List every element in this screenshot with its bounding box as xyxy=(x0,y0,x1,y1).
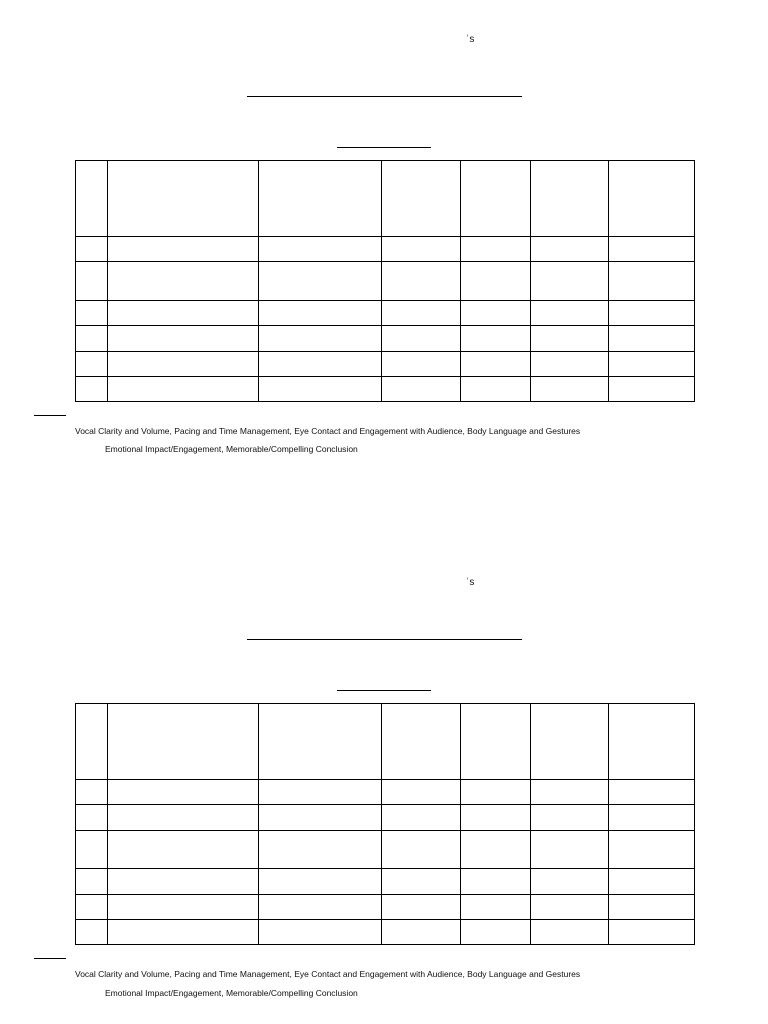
criteria-text-line-2: Emotional Impact/Engagement, Memorable/Compelling Conclusion xyxy=(105,444,358,454)
rubric-table xyxy=(75,160,695,402)
table-row xyxy=(76,895,695,920)
title-underline xyxy=(247,96,522,97)
table-header-row xyxy=(76,704,695,780)
title-underline xyxy=(247,639,522,640)
table-row xyxy=(76,831,695,869)
table-row xyxy=(76,920,695,945)
possessive-mark: ʾs xyxy=(466,577,475,588)
criteria-text-line-2: Emotional Impact/Engagement, Memorable/Compelling Conclusion xyxy=(105,988,358,998)
subtitle-underline xyxy=(337,690,431,691)
table-row xyxy=(76,805,695,831)
table-row xyxy=(76,326,695,352)
table-row xyxy=(76,352,695,377)
table-row xyxy=(76,237,695,262)
table-row xyxy=(76,377,695,402)
table-header-row xyxy=(76,161,695,237)
table-row xyxy=(76,262,695,301)
criteria-text-line-1: Vocal Clarity and Volume, Pacing and Time Management, Eye Contact and Engagement with Audience, Body Language and Gestures xyxy=(75,969,581,979)
note-underline xyxy=(34,958,66,959)
table-row xyxy=(76,869,695,895)
table-row xyxy=(76,301,695,326)
criteria-text-line-1: Vocal Clarity and Volume, Pacing and Time Management, Eye Contact and Engagement with Audience, Body Language and Gestures xyxy=(75,426,581,436)
table-row xyxy=(76,780,695,805)
rubric-table xyxy=(75,703,695,945)
possessive-mark: ʾs xyxy=(466,34,475,45)
note-underline xyxy=(34,415,66,416)
subtitle-underline xyxy=(337,147,431,148)
